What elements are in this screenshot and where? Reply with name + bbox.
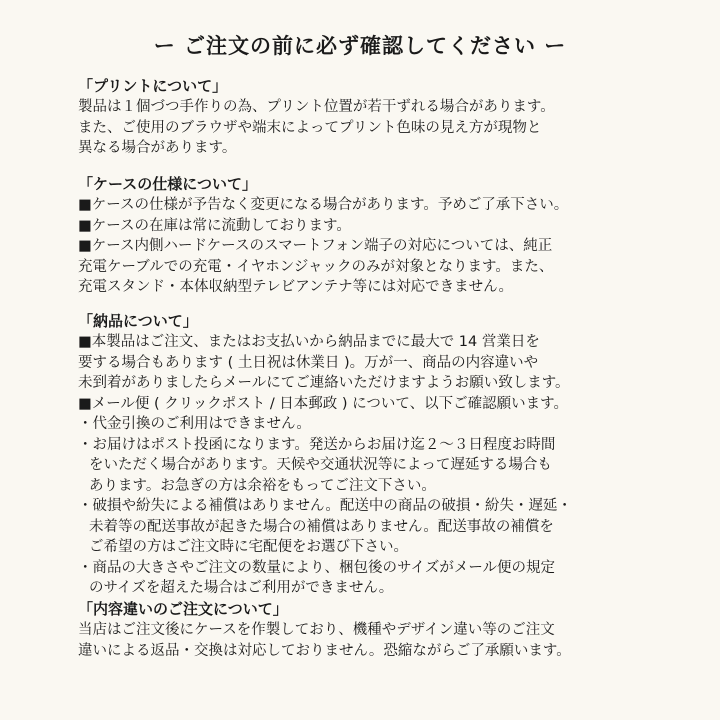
section-line: をいただく場合があります。天候や交通状況等によって遅延する場合も — [89, 457, 552, 473]
section-print — [78, 75, 678, 159]
section-line: あります。お急ぎの方は余裕をもってご注文下さい。 — [89, 477, 436, 494]
section-line: 未着等の配送事故が起きた場合の補償はありません。配送事故の補償を — [89, 518, 554, 535]
section-line: ・商品の大きさやご注文の数量により、梱包後のサイズがメール便の規定 — [78, 559, 556, 576]
page-title: ー ご注文の前に必ず確認してください ー — [153, 34, 567, 58]
section-line: 充電スタンド・本体収納型テレビアンテナ等には対応できません。 — [78, 279, 513, 295]
section-line: ■ケース内側ハードケースのスマートフォン端子の対応については、純正 — [78, 238, 553, 254]
section-line: 製品は１個づつ手作りの為、プリント位置が若干ずれる場合があります。 — [78, 99, 555, 115]
section-line: ■ケースの在庫は常に流動しております。 — [78, 217, 351, 234]
section-line: ■ケースの仕様が予告なく変更になる場合があります。予めご了承下さい。 — [78, 197, 569, 213]
section-line: 未到着がありましたらメールにてご連絡いただけますようお願い致します。 — [78, 375, 570, 391]
section-line: ■本製品はご注文、またはお支払いから納品までに最大で 14 営業日を — [78, 334, 540, 350]
section-heading: 「プリントについて」 — [78, 77, 228, 95]
section-heading: 「内容違いのご注文について」 — [78, 600, 288, 618]
section-heading: 「納品について」 — [78, 312, 198, 330]
section-line: ・破損や紛失による補償はありません。配送中の商品の破損・紛失・遅延・ — [78, 498, 572, 514]
section-heading: 「ケースの仕様について」 — [78, 175, 257, 193]
section-line: 要する場合もあります ( 土日祝は休業日 )。万が一、商品の内容違いや — [78, 354, 539, 371]
section-line: ■メール便 ( クリックポスト / 日本郵政 ) について、以下ご確認願います。 — [78, 395, 568, 412]
section-line: 充電ケーブルでの充電・イヤホンジャックのみが対象となります。また、 — [78, 258, 554, 275]
section-line: 当店はご注文後にケースを作製しており、機種やデザイン違い等のご注文 — [78, 622, 555, 638]
section-line: 異なる場合があります。 — [78, 140, 237, 156]
section-wrong-order — [78, 598, 678, 661]
section-line: 違いによる返品・交換は対応しておりません。恐縮ながらご了承願います。 — [78, 642, 571, 659]
section-line: ・お届けはポスト投函になります。発送からお届け迄２〜３日程度お時間 — [78, 436, 556, 453]
section-line: ・代金引換のご利用はできません。 — [78, 416, 311, 432]
section-line: のサイズを超えた場合はご利用ができません。 — [89, 580, 394, 596]
section-case-spec — [78, 173, 678, 298]
section-line: また、ご使用のブラウザや端末によってプリント色味の見え方が現物と — [78, 119, 542, 136]
section-line: ご希望の方はご注文時に宅配便をお選び下さい。 — [89, 539, 408, 555]
section-delivery — [78, 310, 678, 599]
